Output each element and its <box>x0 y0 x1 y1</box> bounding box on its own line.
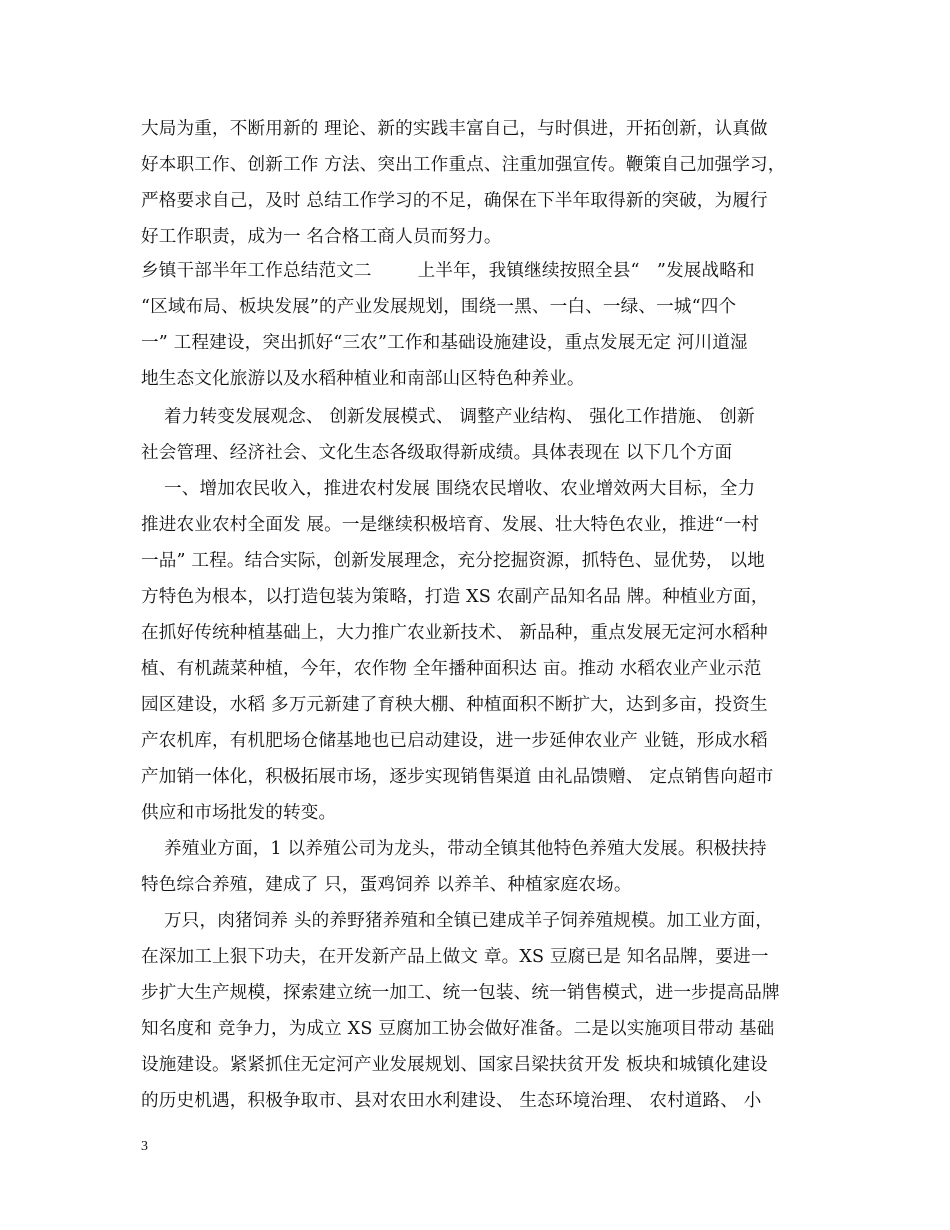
text-line: 社会管理、经济社会、文化生态各级取得新成绩。具体表现在 以下几个方面 <box>141 443 733 463</box>
text-line: 好工作职责，成为一 名合格工商人员而努力。 <box>141 227 502 247</box>
page-number: 3 <box>141 1139 148 1154</box>
text-line: 养殖业方面，1 以养殖公司为龙头，带动全镇其他特色养殖大发展。积极扶持 <box>141 839 767 859</box>
text-line: 产农机库，有机肥场仓储基地也已启动建设，进一步延伸农业产 业链，形成水稻 <box>141 731 768 751</box>
text-line: 一品” 工程。结合实际，创新发展理念，充分挖掘资源，抓特色、显优势， 以地 <box>141 551 765 571</box>
text-line: 推进农业农村全面发 展。一是继续积极培育、发展、壮大特色农业，推进“一村 <box>141 515 760 535</box>
text-line: 着力转变发展观念、 创新发展模式、 调整产业结构、 强化工作措施、 创新 <box>141 407 755 427</box>
text-line: 地生态文化旅游以及水稻种植业和南部山区特色种养业。 <box>141 369 585 389</box>
text-line: 供应和市场批发的转变。 <box>141 803 337 823</box>
text-line: 万只，肉猪饲养 头的养野猪养殖和全镇已建成羊子饲养殖规模。加工业方面， <box>141 911 774 931</box>
text-line: 严格要求自己，及时 总结工作学习的不足，确保在下半年取得新的突破，为履行 <box>141 191 768 211</box>
text-line: 好本职工作、创新工作 方法、突出工作重点、注重加强宣传。鞭策自己加强学习， <box>141 155 786 175</box>
text-line: 方特色为根本，以打造包装为策略，打造 XS 农副产品知名品 牌。种植业方面， <box>141 587 769 607</box>
text-line: 在抓好传统种植基础上，大力推广农业新技术、 新品种，重点发展无定河水稻种 <box>141 623 768 643</box>
text-line: 步扩大生产规模，探索建立统一加工、统一包装、统一销售模式，进一步提高品牌 <box>141 983 780 1003</box>
text-line: 产加销一体化，积极拓展市场，逐步实现销售渠道 由礼品馈赠、 定点销售向超市 <box>141 767 774 787</box>
text-line: “区域布局、板块发展”的产业发展规划，围绕一黑、一白、一绿、一城“四个 <box>141 297 737 317</box>
text-line: 知名度和 竞争力，为成立 XS 豆腐加工协会做好准备。二是以实施项目带动 基础 <box>141 1019 775 1039</box>
text-line: 的历史机遇，积极争取市、县对农田水利建设、 生态环境治理、 农村道路、 小 <box>141 1091 762 1111</box>
text-line: 特色综合养殖，建成了 只，蛋鸡饲养 以养羊、种植家庭农场。 <box>141 875 632 895</box>
text-line: 在深加工上狠下功夫，在开发新产品上做文 章。XS 豆腐已是 知名品牌，要进一 <box>141 947 769 967</box>
text-line: 植、有机蔬菜种植，今年，农作物 全年播种面积达 亩。推动 水稻农业产业示范 <box>141 659 762 679</box>
text-line: 一” 工程建设，突出抓好“三农”工作和基础设施建设，重点发展无定 河川道湿 <box>141 333 748 353</box>
text-line: 一、增加农民收入，推进农村发展 围绕农民增收、农业增效两大目标，全力 <box>141 479 756 499</box>
text-line: 园区建设，水稻 多万元新建了育秧大棚、种植面积不断扩大，达到多亩，投资生 <box>141 695 768 715</box>
section-heading-line: 乡镇干部半年工作总结范文二 上半年，我镇继续按照全县“ ”发展战略和 <box>141 261 755 281</box>
text-line: 大局为重，不断用新的 理论、新的实践丰富自己，与时俱进，开拓创新，认真做 <box>141 119 768 139</box>
text-line: 设施建设。紧紧抓住无定河产业发展规划、国家吕梁扶贫开发 板块和城镇化建设 <box>141 1055 768 1075</box>
